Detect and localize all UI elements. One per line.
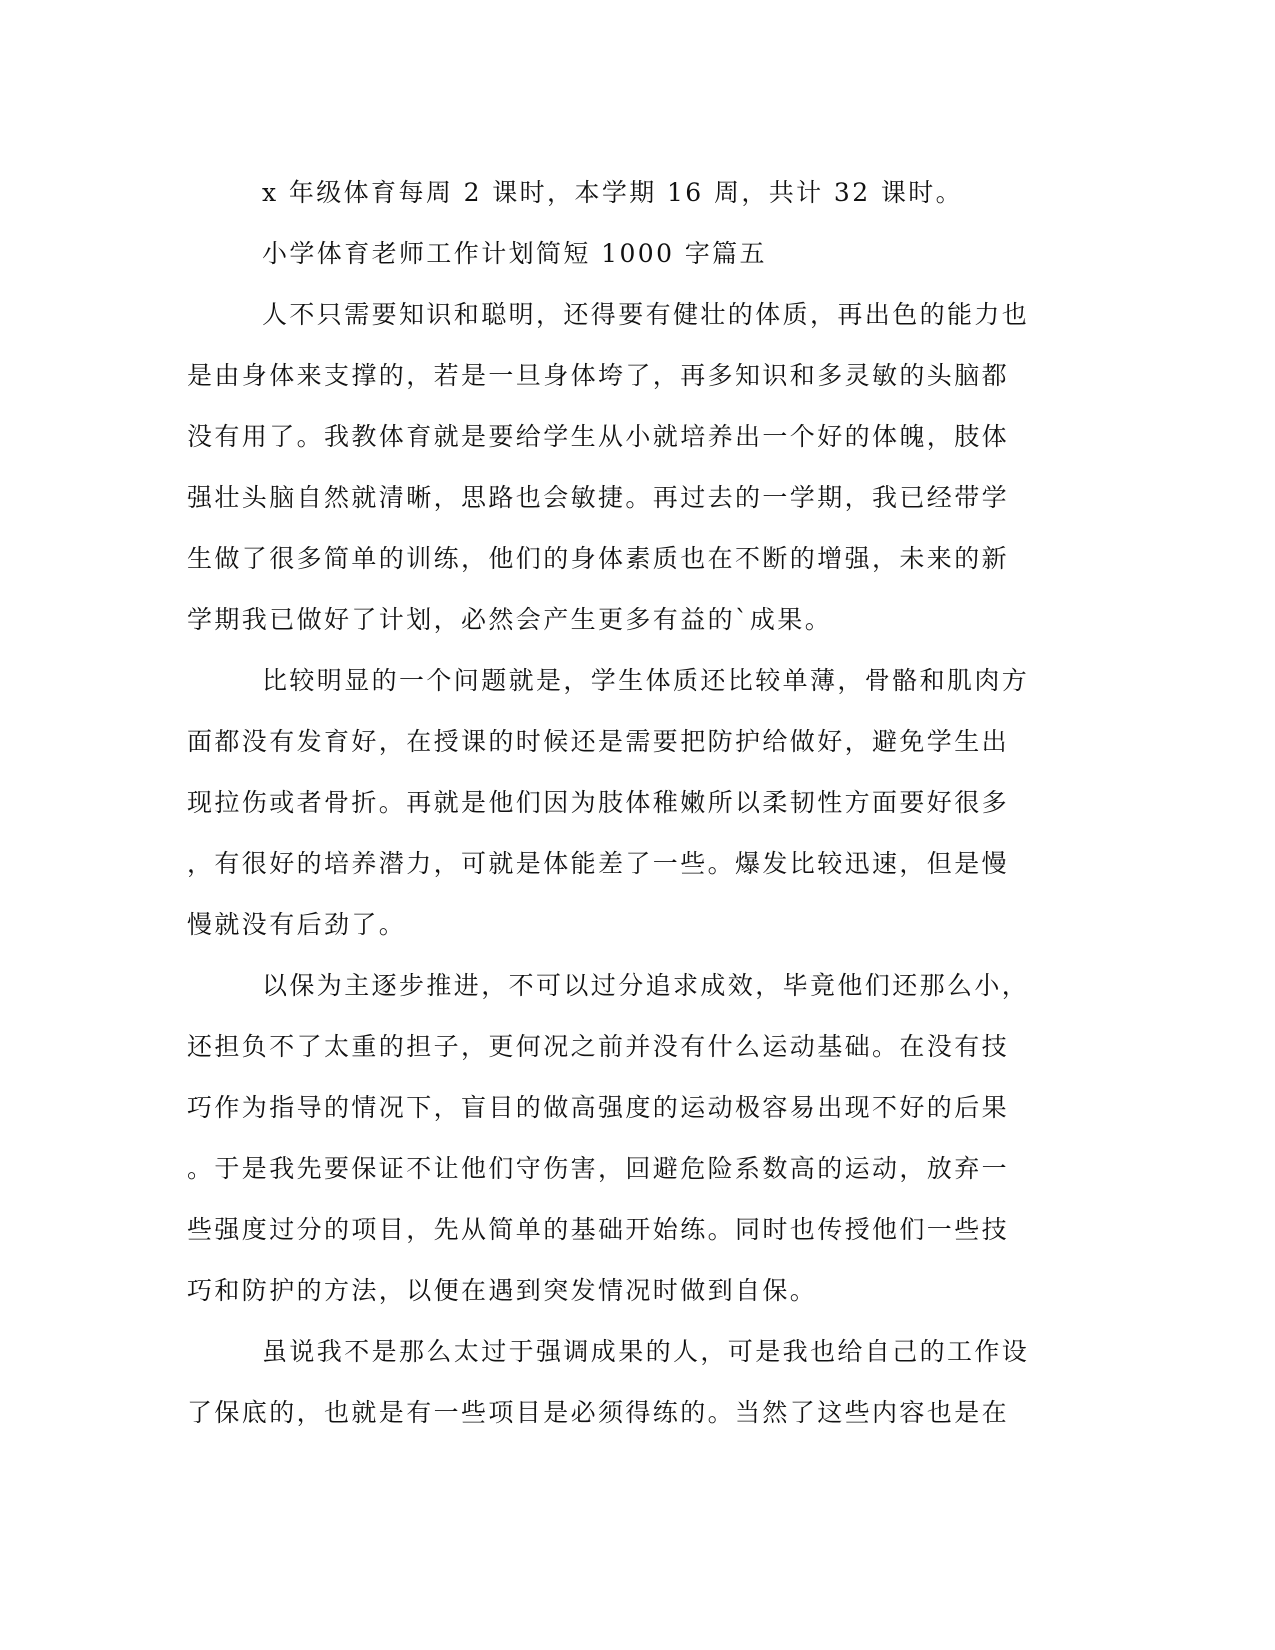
paragraph-line: 是由身体来支撑的，若是一旦身体垮了，再多知识和多灵敏的头脑都 xyxy=(187,361,1010,390)
paragraph-line: 慢就没有后劲了。 xyxy=(187,910,407,939)
paragraph-line: ，有很好的培养潜力，可就是体能差了一些。爆发比较迅速，但是慢 xyxy=(187,849,1010,878)
paragraph-line: 人不只需要知识和聪明，还得要有健壮的体质，再出色的能力也 xyxy=(262,300,1030,329)
paragraph-line: x 年级体育每周 2 课时，本学期 16 周，共计 32 课时。 xyxy=(262,178,964,207)
paragraph-line: 强壮头脑自然就清晰，思路也会敏捷。再过去的一学期，我已经带学 xyxy=(187,483,1010,512)
paragraph-line: 。于是我先要保证不让他们守伤害，回避危险系数高的运动，放弃一 xyxy=(187,1154,1010,1183)
paragraph-line: 面都没有发育好，在授课的时候还是需要把防护给做好，避免学生出 xyxy=(187,727,1010,756)
paragraph-line: 以保为主逐步推进，不可以过分追求成效，毕竟他们还那么小， xyxy=(262,971,1030,1000)
paragraph-line: 了保底的，也就是有一些项目是必须得练的。当然了这些内容也是在 xyxy=(187,1398,1010,1427)
document-body xyxy=(187,162,1087,1443)
section-heading: 小学体育老师工作计划简短 1000 字篇五 xyxy=(262,239,767,268)
paragraph-line: 还担负不了太重的担子，更何况之前并没有什么运动基础。在没有技 xyxy=(187,1032,1010,1061)
paragraph-line: 巧和防护的方法，以便在遇到突发情况时做到自保。 xyxy=(187,1276,818,1305)
paragraph-line: 巧作为指导的情况下，盲目的做高强度的运动极容易出现不好的后果 xyxy=(187,1093,1010,1122)
paragraph-line: 虽说我不是那么太过于强调成果的人，可是我也给自己的工作设 xyxy=(262,1337,1030,1366)
paragraph-line: 学期我已做好了计划，必然会产生更多有益的`成果。 xyxy=(187,605,833,634)
paragraph-line: 些强度过分的项目，先从简单的基础开始练。同时也传授他们一些技 xyxy=(187,1215,1010,1244)
paragraph-line: 比较明显的一个问题就是，学生体质还比较单薄，骨骼和肌肉方 xyxy=(262,666,1030,695)
paragraph-line: 现拉伤或者骨折。再就是他们因为肢体稚嫩所以柔韧性方面要好很多 xyxy=(187,788,1010,817)
paragraph-line: 生做了很多简单的训练，他们的身体素质也在不断的增强，未来的新 xyxy=(187,544,1010,573)
paragraph-line: 没有用了。我教体育就是要给学生从小就培养出一个好的体魄，肢体 xyxy=(187,422,1010,451)
